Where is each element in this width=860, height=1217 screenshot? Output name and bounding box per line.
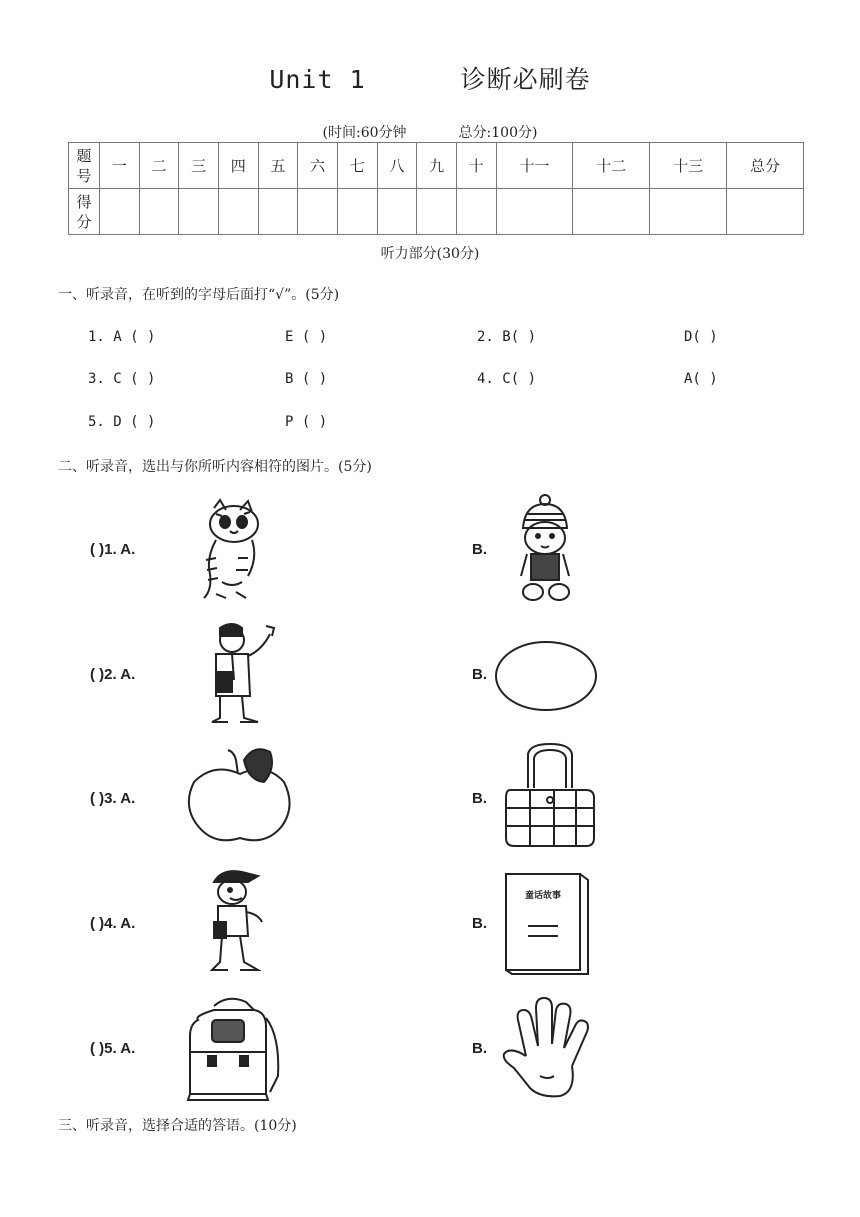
section3-title: 三、听录音，选择合适的答语。(10分) <box>58 1118 297 1134</box>
option-b-label[interactable]: B. <box>472 666 487 683</box>
score-cell[interactable] <box>139 189 179 235</box>
score-row <box>69 189 804 235</box>
option-item[interactable]: 2. B( ) <box>477 329 537 345</box>
col-header: 三 <box>179 143 219 189</box>
listening-header: 听力部分(30分) <box>380 246 480 262</box>
score-cell[interactable] <box>258 189 298 235</box>
score-cell[interactable] <box>337 189 377 235</box>
option-item[interactable]: P ( ) <box>285 414 328 430</box>
storybook-icon <box>500 870 592 976</box>
option-item[interactable]: 3. C ( ) <box>88 371 156 387</box>
score-cell[interactable] <box>100 189 140 235</box>
score-cell[interactable] <box>179 189 219 235</box>
book-cover-text: 童话故事 <box>524 891 562 901</box>
score-cell[interactable] <box>496 189 573 235</box>
col-header: 二 <box>139 143 179 189</box>
question-label[interactable]: ( )5. A. <box>90 1040 136 1057</box>
tiger-cub-icon <box>192 498 272 602</box>
option-item[interactable]: A( ) <box>684 371 718 387</box>
apple-icon <box>184 746 296 846</box>
time-limit: (时间:60分钟 <box>322 125 407 141</box>
hand-icon <box>500 996 600 1100</box>
score-cell[interactable] <box>218 189 258 235</box>
col-header: 十二 <box>573 143 650 189</box>
row-label-question: 题 号 <box>69 143 100 189</box>
col-header: 六 <box>298 143 338 189</box>
question-label[interactable]: ( )1. A. <box>90 541 136 558</box>
total-score: 总分:100分) <box>458 125 538 141</box>
option-b-label[interactable]: B. <box>472 541 487 558</box>
option-item[interactable]: 5. D ( ) <box>88 414 156 430</box>
question-label[interactable]: ( )3. A. <box>90 790 136 807</box>
option-item[interactable]: E ( ) <box>285 329 328 345</box>
col-header: 八 <box>377 143 417 189</box>
teacher-icon <box>204 620 280 728</box>
col-header: 十一 <box>496 143 573 189</box>
row-label-score: 得 分 <box>69 189 100 235</box>
backpack-icon <box>184 996 284 1100</box>
score-cell[interactable] <box>456 189 496 235</box>
option-item[interactable]: B ( ) <box>285 371 328 387</box>
col-header: 五 <box>258 143 298 189</box>
page-title <box>0 60 860 96</box>
option-item[interactable]: D( ) <box>684 329 718 345</box>
score-cell[interactable] <box>298 189 338 235</box>
col-header: 十 <box>456 143 496 189</box>
question-label[interactable]: ( )2. A. <box>90 666 136 683</box>
section2-title: 二、听录音，选出与你所听内容相符的图片。(5分) <box>58 459 372 475</box>
option-item[interactable]: 1. A ( ) <box>88 329 156 345</box>
option-b-label[interactable]: B. <box>472 915 487 932</box>
oval-icon <box>494 640 598 712</box>
score-cell[interactable] <box>727 189 804 235</box>
boy-icon <box>208 866 268 976</box>
option-item[interactable]: 4. C( ) <box>477 371 537 387</box>
col-header: 四 <box>218 143 258 189</box>
section1-title: 一、听录音，在听到的字母后面打“√”。(5分) <box>58 287 340 303</box>
score-cell[interactable] <box>650 189 727 235</box>
col-header: 十三 <box>650 143 727 189</box>
score-table <box>68 142 804 235</box>
option-b-label[interactable]: B. <box>472 1040 487 1057</box>
exam-title: 诊断必刷卷 <box>460 65 591 94</box>
question-number-row <box>69 143 804 189</box>
question-label[interactable]: ( )4. A. <box>90 915 136 932</box>
score-cell[interactable] <box>417 189 457 235</box>
col-header: 七 <box>337 143 377 189</box>
col-header: 一 <box>100 143 140 189</box>
handbag-icon <box>502 742 598 850</box>
option-b-label[interactable]: B. <box>472 790 487 807</box>
unit-label: Unit 1 <box>269 65 366 94</box>
doll-icon <box>505 494 581 604</box>
score-cell[interactable] <box>377 189 417 235</box>
col-header: 九 <box>417 143 457 189</box>
col-header: 总分 <box>727 143 804 189</box>
score-cell[interactable] <box>573 189 650 235</box>
exam-info <box>0 122 860 142</box>
